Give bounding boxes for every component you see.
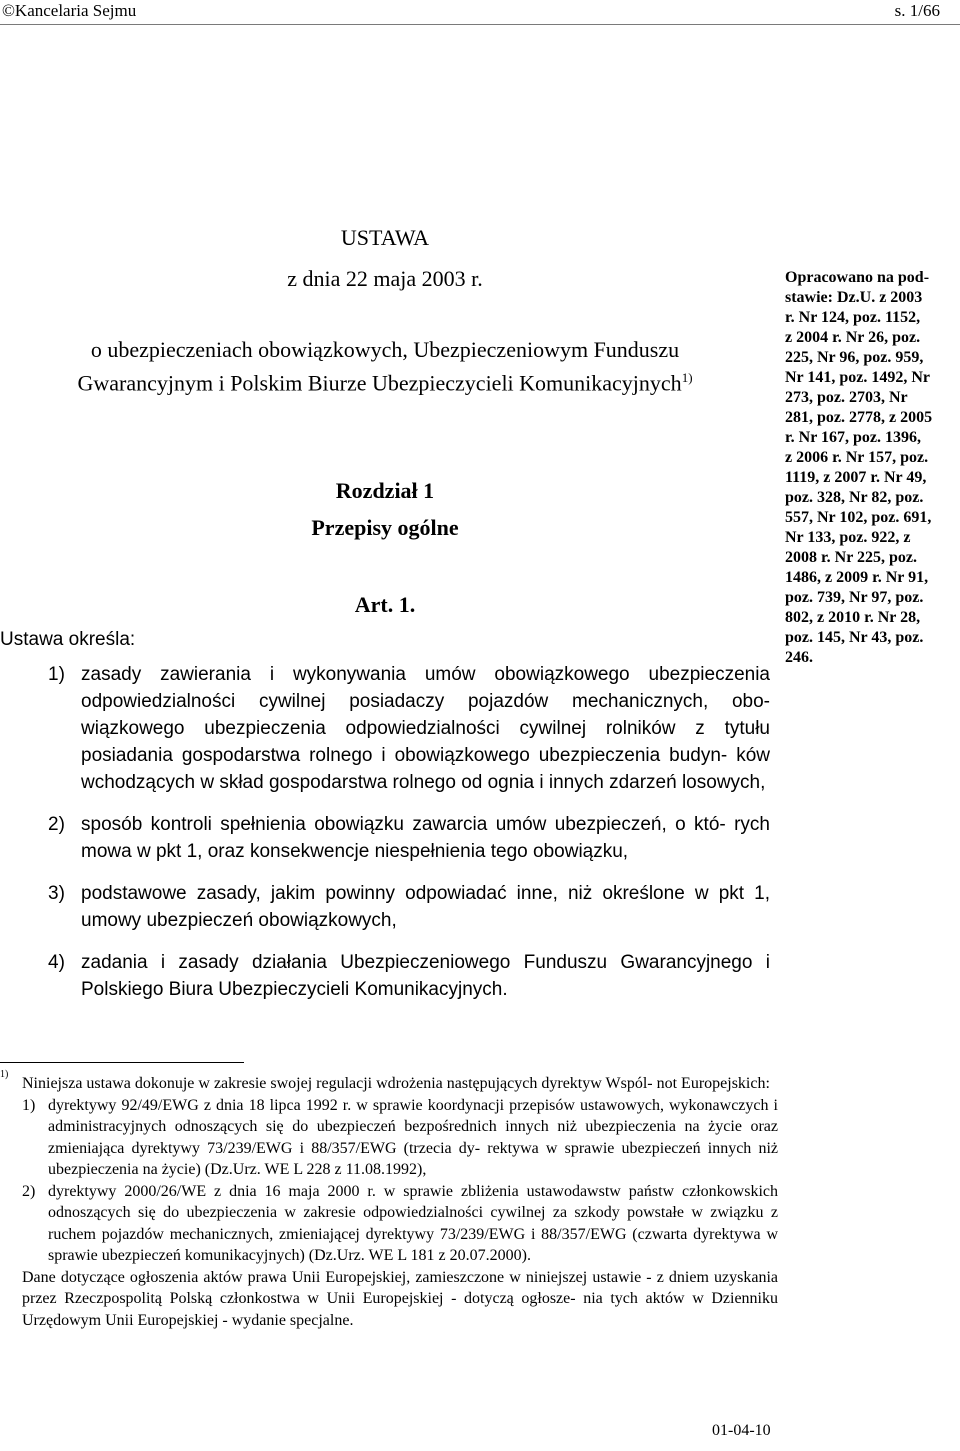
- act-title-line-2-text: Gwarancyjnym i Polskim Biurze Ubezpieczycieli Komunikacyjnych: [77, 370, 682, 396]
- side-note-line: 225, Nr 96, poz. 959,: [785, 349, 924, 366]
- document-date-code: 01-04-10: [712, 1422, 771, 1439]
- chapter-number: Rozdział 1: [335, 478, 435, 503]
- article-item-2: [48, 811, 770, 865]
- article-item-1: [48, 661, 770, 796]
- side-note-line: poz. 328, Nr 82, poz.: [785, 489, 924, 506]
- article-item-number: 2): [48, 814, 65, 835]
- side-note-line: Nr 141, poz. 1492, Nr: [785, 369, 931, 386]
- footnote: [0, 1069, 778, 1331]
- footnote-intro: [0, 1069, 778, 1095]
- header-divider: [0, 24, 960, 25]
- article-item-number: 3): [48, 883, 65, 904]
- side-note-line: 802, z 2010 r. Nr 28,: [785, 609, 921, 626]
- act-title-line-1: o ubezpieczeniach obowiązkowych, Ubezpieczeniowym Funduszu: [90, 337, 680, 362]
- footnote-item-2: [0, 1181, 778, 1267]
- article-item-text: zadania i zasady działania Ubezpieczeniowego Funduszu Gwarancyjnego i Polskiego Biura Ubezpieczycieli Komunikacyjnych.: [81, 952, 770, 1000]
- article-item-text: zasady zawierania i wykonywania umów obowiązkowego ubezpieczenia odpowiedzialności cywilnej posiadaczy pojazdów mechanicznych, obo- wiązkowego ubezpieczenia odpowiedzialności cywilnej rolników z tytułu posiadania gospodarstwa rolnego i obowiązkowego ubezpieczenia budyn- ków wchodzących w skład gospodarstwa rolnego od ognia i innych zdarzeń losowych,: [81, 664, 770, 793]
- side-note: [785, 268, 957, 668]
- side-note-line: stawie: Dz.U. z 2003: [785, 289, 923, 306]
- side-note-line: poz. 739, Nr 97, poz.: [785, 589, 924, 606]
- side-note-line: 1119, z 2007 r. Nr 49,: [785, 469, 927, 486]
- footnote-item-1: [0, 1095, 778, 1181]
- footnote-intro-text: Niniejsza ustawa dokonuje w zakresie swojej regulacji wdrożenia następujących dyrektyw Wspól- not Europejskich:: [22, 1075, 770, 1092]
- article-label: Art. 1.: [354, 592, 416, 617]
- article-item-number: 1): [48, 664, 65, 685]
- footnote-item-number: 2): [22, 1182, 36, 1200]
- footnote-item-text: dyrektywy 2000/26/WE z dnia 16 maja 2000 r. w sprawie zbliżenia ustawodawstw państw członkowskich odnoszących się do ubezpieczenia w zakresie odpowiedzialności cywilnej za szkody powstałe w związku z ruchem pojazdów mechanicznych, zmieniającej dyrektywy 73/239/EWG i 88/357/EWG (czwarta dyrektywa w sprawie ubezpieczeń komunikacyjnych) (Dz.Urz. WE L 181 z 20.07.2000).: [48, 1182, 778, 1264]
- article-items: [48, 661, 770, 1018]
- side-note-line: Nr 133, poz. 922, z: [785, 529, 911, 546]
- footnote-closing: Dane dotyczące ogłoszenia aktów prawa Unii Europejskiej, zamieszczone w niniejszej ustawie - z dniem uzyskania przez Rzeczpospolitą Polską członkostwa w Unii Europejskiej - dotyczą ogłosze- nia tych aktów w Dzienniku Urzędowym Unii Europejskiej - wydanie specjalne.: [22, 1268, 778, 1329]
- side-note-line: 273, poz. 2703, Nr: [785, 389, 908, 406]
- side-note-line: 557, Nr 102, poz. 691,: [785, 509, 932, 526]
- side-note-line: Opracowano na pod-: [785, 269, 930, 286]
- header-source: ©Kancelaria Sejmu: [2, 1, 137, 20]
- page-number: s. 1/66: [894, 1, 940, 20]
- article-item-4: [48, 949, 770, 1003]
- article-item-text: sposób kontroli spełnienia obowiązku zawarcia umów ubezpieczeń, o któ- rych mowa w pkt 1, oraz konsekwencje niespełnienia tego obowiązku,: [81, 814, 770, 862]
- side-note-line: 1486, z 2009 r. Nr 91,: [785, 569, 929, 586]
- act-date: z dnia 22 maja 2003 r.: [287, 266, 483, 291]
- act-kind: USTAWA: [340, 225, 430, 250]
- side-note-line: r. Nr 124, poz. 1152,: [785, 309, 921, 326]
- article-intro: Ustawa określa:: [0, 629, 136, 650]
- side-note-line: r. Nr 167, poz. 1396,: [785, 429, 921, 446]
- footnote-divider: [0, 1062, 244, 1063]
- side-note-line: z 2006 r. Nr 157, poz.: [785, 449, 929, 466]
- side-note-line: 281, poz. 2778, z 2005: [785, 409, 933, 426]
- side-note-line: 246.: [785, 649, 813, 666]
- article-item-number: 4): [48, 952, 65, 973]
- act-title-line-2: [0, 365, 770, 396]
- side-note-line: 2008 r. Nr 225, poz.: [785, 549, 917, 566]
- footnote-item-number: 1): [22, 1096, 36, 1114]
- footnote-marker: 1): [0, 1069, 9, 1080]
- footnote-item-text: dyrektywy 92/49/EWG z dnia 18 lipca 1992 r. w sprawie koordynacji przepisów ustawowych, wykonawczych i administracyjnych odnoszących się do ubezpieczeń bezpośrednich innych niż ubezpieczenia na życie oraz zmieniająca dyrektywy 73/239/EWG i 88/357/EWG (trzecia dy- rektywa w sprawie ubezpieczeń innych niż ubezpieczenia na życie) (Dz.Urz. WE L 228 z 11.08.1992),: [48, 1096, 778, 1178]
- side-note-line: z 2004 r. Nr 26, poz.: [785, 329, 921, 346]
- chapter-title: Przepisy ogólne: [311, 515, 459, 540]
- act-footnote-ref: 1): [681, 370, 693, 385]
- side-note-line: poz. 145, Nr 43, poz.: [785, 629, 924, 646]
- article-item-text: podstawowe zasady, jakim powinny odpowiadać inne, niż określone w pkt 1, umowy ubezpieczeń obowiązkowych,: [81, 883, 770, 931]
- article-item-3: [48, 880, 770, 934]
